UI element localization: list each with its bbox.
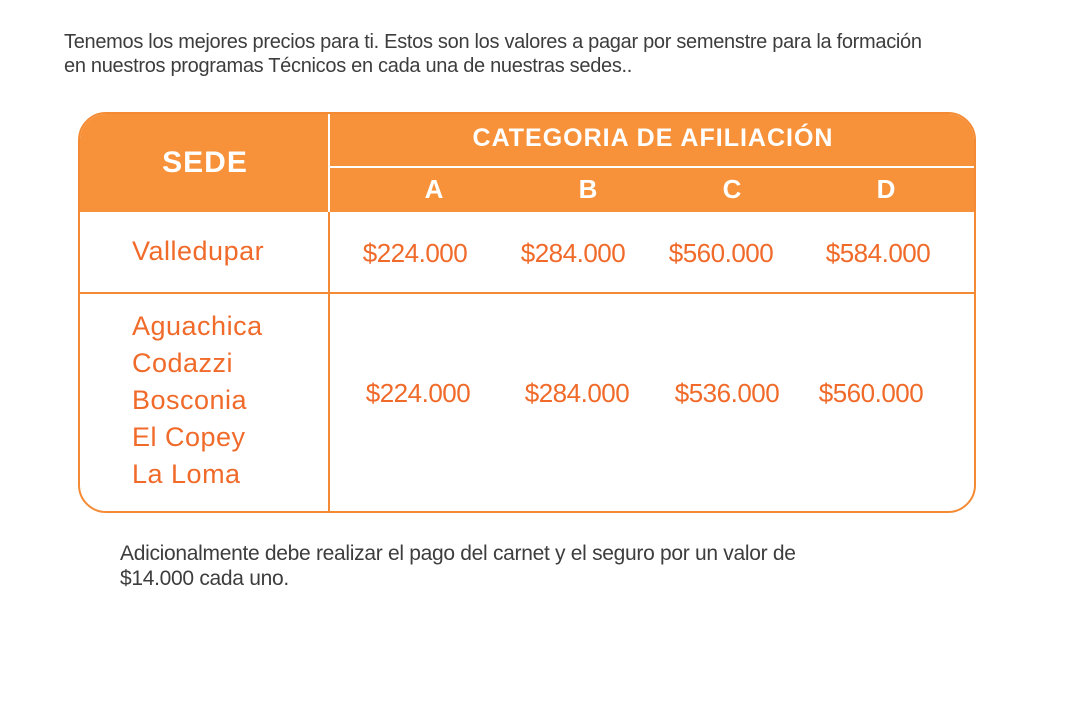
price-cell: $584.000: [825, 238, 931, 268]
price-cell: $284.000: [520, 238, 626, 268]
intro-line-1: Tenemos los mejores precios para ti. Estos son los valores a pagar por semenstre para la formación: [64, 31, 922, 53]
category-d: D: [876, 174, 896, 204]
sede-bosconia: Bosconia: [132, 385, 248, 415]
category-header: CATEGORIA DE AFILIACIÓN: [472, 124, 834, 152]
footer-note: [120, 541, 940, 591]
price-cell: $560.000: [668, 238, 774, 268]
intro-text: [64, 30, 1044, 78]
sede-list: [132, 308, 263, 493]
price-cell: $224.000: [365, 378, 471, 408]
sede-header: SEDE: [162, 146, 248, 179]
sede-codazzi: Codazzi: [132, 348, 234, 378]
sede-valledupar: Valledupar: [132, 236, 265, 266]
price-cell: $536.000: [674, 378, 780, 408]
category-divider: [330, 166, 976, 168]
category-a: A: [424, 174, 444, 204]
category-c: C: [722, 174, 742, 204]
footer-line-2: $14.000 cada uno.: [120, 567, 289, 590]
sede-la-loma: La Loma: [132, 459, 241, 489]
price-table: [78, 112, 976, 513]
row-divider: [80, 292, 974, 294]
price-cell: $284.000: [524, 378, 630, 408]
price-cell: $224.000: [362, 238, 468, 268]
category-b: B: [578, 174, 598, 204]
sede-el-copey: El Copey: [132, 422, 246, 452]
price-cell: $560.000: [818, 378, 924, 408]
column-divider: [328, 212, 330, 513]
intro-line-2: en nuestros programas Técnicos en cada una de nuestras sedes..: [64, 55, 633, 77]
sede-aguachica: Aguachica: [132, 311, 263, 341]
footer-line-1: Adicionalmente debe realizar el pago del carnet y el seguro por un valor de: [120, 542, 796, 565]
